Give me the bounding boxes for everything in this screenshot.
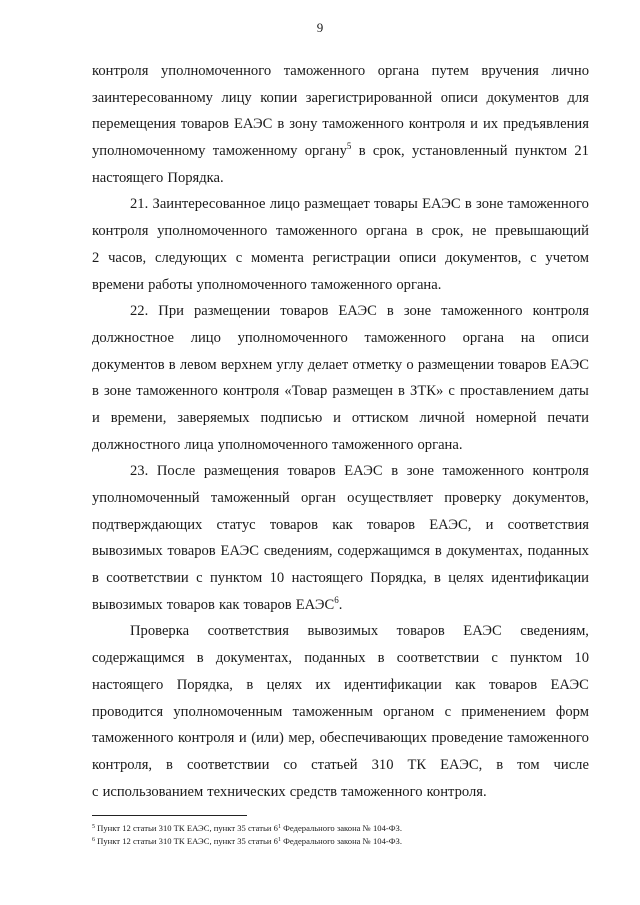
footnote: $^5$ Пункт 12 статьи 310 ТК ЕАЭС, пункт 35 статьи $6^1$ Федерального закона № 104-ФЗ. — [92, 823, 402, 833]
paragraph — [92, 458, 589, 618]
document-body — [92, 58, 589, 805]
page-number: 9 — [316, 20, 324, 35]
text-line: контроля уполномоченного таможенного органа в срок, не превышающий — [92, 223, 589, 240]
text-line: таможенного контроля и (или) мер, обеспечивающих проведение таможенного — [92, 730, 589, 747]
text-line: должностного лица уполномоченного таможенного органа. — [92, 436, 463, 453]
text-line: 23. После размещения товаров ЕАЭС в зоне таможенного контроля — [130, 463, 589, 480]
footnote-separator — [92, 815, 247, 816]
paragraph — [92, 191, 589, 298]
text-line: времени работы уполномоченного таможенного органа. — [92, 276, 442, 293]
text-line: и времени, заверяемых подписью и оттиском личной номерной печати — [92, 409, 589, 426]
text-line: в зоне таможенного контроля «Товар размещен в ЗТК» с проставлением даты — [92, 383, 589, 400]
text-line: с использованием технических средств таможенного контроля. — [92, 783, 487, 800]
text-line: настоящего Порядка. — [92, 169, 224, 186]
text-line: контроля, в соответствии со статьей 310 ТК ЕАЭС, в том числе — [92, 756, 589, 773]
text-line: вывозимых товаров ЕАЭС сведениям, содержащимся в документах, поданных — [92, 543, 589, 560]
text-line: уполномоченному таможенному органу$^5$ в срок, установленный пунктом 21 — [92, 141, 589, 160]
text-line: проводится уполномоченным таможенным органом с применением форм — [92, 703, 589, 720]
text-line: 22. При размещении товаров ЕАЭС в зоне таможенного контроля — [130, 303, 589, 320]
text-line: подтверждающих статус товаров как товаров ЕАЭС, и соответствия — [92, 516, 589, 533]
text-line: должностное лицо уполномоченного таможенного органа на описи — [92, 329, 589, 346]
text-line: 2 часов, следующих с момента регистрации описи документов, с учетом — [92, 249, 589, 266]
paragraph — [92, 618, 589, 805]
text-line: контроля уполномоченного таможенного органа путем вручения лично — [92, 63, 589, 79]
text-line: перемещения товаров ЕАЭС в зону таможенного контроля и их предъявления — [92, 116, 589, 133]
text-line: Проверка соответствия вывозимых товаров ЕАЭС сведениям, — [130, 623, 589, 640]
text-line: уполномоченный таможенный орган осуществляет проверку документов, — [92, 490, 589, 506]
paragraph — [92, 58, 589, 191]
text-line: вывозимых товаров как товаров ЕАЭС$^6$. — [92, 594, 343, 613]
text-line: содержащимся в документах, поданных в соответствии с пунктом 10 — [92, 650, 589, 667]
footnotes — [92, 822, 589, 848]
text-line: настоящего Порядка, в целях их идентификации как товаров ЕАЭС — [92, 676, 589, 693]
text-line: документов в левом верхнем углу делает отметку о размещении товаров ЕАЭС — [92, 356, 589, 373]
text-line: заинтересованному лицу копии зарегистрированной описи документов для — [92, 89, 589, 106]
text-line: 21. Заинтересованное лицо размещает товары ЕАЭС в зоне таможенного — [130, 196, 589, 213]
text-line: в соответствии с пунктом 10 настоящего Порядка, в целях идентификации — [92, 570, 589, 587]
paragraph — [92, 298, 589, 458]
footnote: $^6$ Пункт 12 статьи 310 ТК ЕАЭС, пункт 35 статьи $6^1$ Федерального закона № 104-ФЗ. — [92, 836, 402, 846]
